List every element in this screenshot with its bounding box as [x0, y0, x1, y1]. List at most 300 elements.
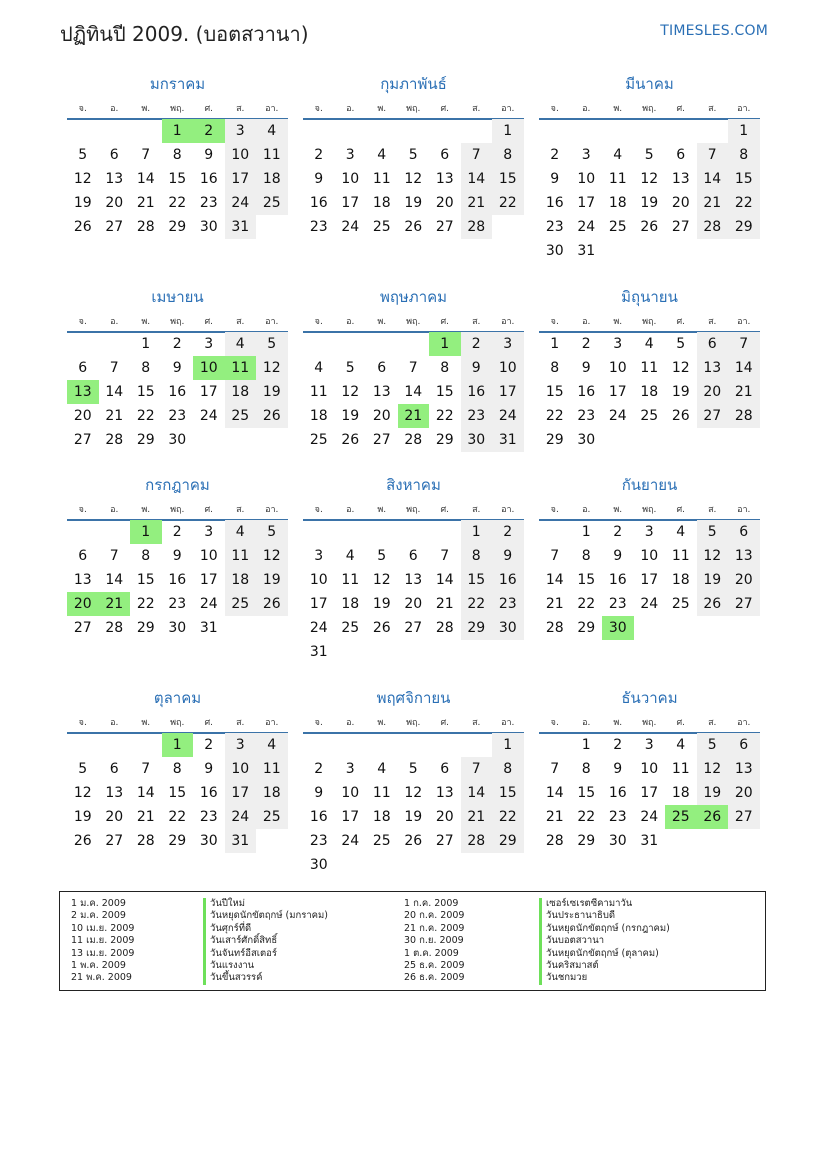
weekday-label: อา. — [501, 317, 515, 327]
month-name: ธันวาคม — [621, 689, 678, 707]
day-cell: 22 — [136, 408, 155, 424]
brand-link[interactable]: TIMESLES.COM — [660, 23, 768, 39]
day-cell: 11 — [671, 548, 690, 564]
legend-date: 1 ต.ค. 2009 — [404, 947, 459, 959]
day-cell: 10 — [309, 572, 328, 588]
holiday-day-cell: 20 — [67, 592, 99, 616]
day-cell: 14 — [461, 781, 493, 805]
day-cell: 1 — [492, 119, 524, 143]
holiday-day-cell: 13 — [67, 380, 99, 404]
legend-date: 30 ก.ย. 2009 — [404, 935, 464, 947]
day-cell: 11 — [372, 171, 391, 187]
weekday-label: อา. — [737, 104, 751, 114]
day-cell: 20 — [372, 408, 391, 424]
day-cell: 9 — [314, 171, 324, 187]
day-cell: 22 — [577, 596, 596, 612]
day-cell: 9 — [550, 171, 560, 187]
day-cell: 10 — [225, 757, 257, 781]
day-grid — [539, 520, 760, 664]
weekday-header — [303, 101, 524, 116]
legend-holiday-name: วันบอตสวานา — [539, 935, 670, 947]
day-cell: 10 — [608, 360, 627, 376]
weekday-label: พฤ. — [642, 505, 657, 515]
day-cell: 3 — [314, 548, 324, 564]
day-cell: 7 — [728, 332, 760, 356]
day-grid — [539, 119, 760, 263]
legend-holiday-name: วันหยุดนักขัตฤกษ์ (ตุลาคม) — [539, 948, 670, 960]
day-cell: 29 — [136, 432, 155, 448]
day-cell: 26 — [404, 833, 423, 849]
weekday-label: อ. — [346, 505, 355, 515]
day-cell: 3 — [613, 336, 623, 352]
month-name: มีนาคม — [625, 75, 674, 93]
day-cell: 4 — [345, 548, 355, 564]
day-cell: 26 — [697, 592, 729, 616]
day-cell: 7 — [408, 360, 418, 376]
day-cell: 18 — [256, 167, 288, 191]
holiday-day-cell: 1 — [162, 119, 194, 143]
day-cell: 5 — [345, 360, 355, 376]
weekday-label: ศ. — [204, 718, 214, 728]
day-cell: 3 — [225, 733, 257, 757]
weekday-header — [67, 502, 288, 517]
day-cell: 19 — [372, 596, 391, 612]
day-cell: 29 — [577, 620, 596, 636]
day-cell: 30 — [199, 833, 218, 849]
day-cell: 20 — [697, 380, 729, 404]
day-cell: 19 — [73, 195, 92, 211]
day-cell: 26 — [256, 592, 288, 616]
legend-holiday-name: วันหยุดนักขัตฤกษ์ (มกราคม) — [203, 910, 328, 922]
day-cell: 9 — [204, 761, 214, 777]
day-cell: 25 — [372, 833, 391, 849]
weekday-label: อ. — [110, 104, 119, 114]
day-cell: 12 — [256, 544, 288, 568]
day-cell: 23 — [608, 596, 627, 612]
day-cell: 17 — [225, 781, 257, 805]
day-cell: 12 — [404, 785, 423, 801]
day-cell: 9 — [204, 147, 214, 163]
month-name: กันยายน — [621, 476, 678, 494]
weekday-label: จ. — [550, 718, 559, 728]
weekday-label: พฤ. — [406, 505, 421, 515]
weekday-label: อา. — [737, 505, 751, 515]
day-cell: 19 — [73, 809, 92, 825]
day-cell: 24 — [225, 191, 257, 215]
weekday-label: อา. — [265, 718, 279, 728]
weekday-header — [539, 502, 760, 517]
day-cell: 17 — [225, 167, 257, 191]
day-cell: 23 — [545, 219, 564, 235]
day-cell: 7 — [550, 761, 560, 777]
day-cell: 22 — [136, 596, 155, 612]
day-cell: 28 — [697, 215, 729, 239]
day-cell: 21 — [136, 195, 155, 211]
legend-date: 1 ก.ค. 2009 — [404, 898, 459, 909]
day-cell: 3 — [204, 336, 214, 352]
day-cell: 4 — [225, 520, 257, 544]
day-cell: 28 — [545, 620, 564, 636]
weekday-label: ศ. — [440, 104, 450, 114]
legend-holiday-name: วันเสาร์ศักดิ์สิทธิ์ — [203, 935, 328, 947]
day-cell: 20 — [728, 568, 760, 592]
holiday-day-cell: 10 — [193, 356, 225, 380]
weekday-label: จ. — [314, 718, 323, 728]
legend-holiday-name: วันประธานาธิบดี — [539, 910, 670, 922]
day-cell: 8 — [141, 548, 151, 564]
day-cell: 10 — [640, 761, 659, 777]
day-cell: 12 — [640, 171, 659, 187]
weekday-header — [67, 314, 288, 329]
weekday-label: จ. — [78, 505, 87, 515]
day-cell: 16 — [168, 572, 187, 588]
weekday-header — [303, 715, 524, 730]
day-cell: 24 — [640, 596, 659, 612]
day-cell: 4 — [613, 147, 623, 163]
legend-date: 13 เม.ย. 2009 — [71, 947, 135, 959]
day-cell: 11 — [671, 761, 690, 777]
day-cell: 3 — [345, 147, 355, 163]
day-cell: 18 — [225, 380, 257, 404]
month-name: กุมภาพันธ์ — [380, 75, 447, 93]
holiday-day-cell: 21 — [398, 404, 430, 428]
day-cell: 7 — [461, 757, 493, 781]
day-cell: 11 — [225, 544, 257, 568]
day-cell: 4 — [377, 147, 387, 163]
day-cell: 30 — [199, 219, 218, 235]
day-cell: 6 — [728, 733, 760, 757]
day-cell: 31 — [309, 644, 328, 660]
day-cell: 14 — [105, 572, 124, 588]
day-cell: 27 — [73, 432, 92, 448]
day-cell: 2 — [613, 737, 623, 753]
legend-holiday-name: วันปีใหม่ — [203, 898, 328, 910]
day-cell: 10 — [341, 785, 360, 801]
day-cell: 7 — [550, 548, 560, 564]
day-cell: 19 — [404, 195, 423, 211]
month-name: ตุลาคม — [153, 689, 202, 707]
weekday-label: ศ. — [440, 505, 450, 515]
weekday-label: พ. — [613, 505, 623, 515]
day-cell: 2 — [204, 737, 214, 753]
weekday-label: อ. — [346, 718, 355, 728]
weekday-label: อา. — [501, 718, 515, 728]
weekday-header — [539, 314, 760, 329]
legend-date: 25 ธ.ค. 2009 — [404, 960, 465, 972]
day-cell: 16 — [168, 384, 187, 400]
day-cell: 14 — [136, 785, 155, 801]
legend-date: 10 เม.ย. 2009 — [71, 922, 135, 934]
weekday-label: พฤ. — [642, 104, 657, 114]
weekday-label: ศ. — [676, 104, 686, 114]
day-cell: 24 — [225, 805, 257, 829]
day-cell: 25 — [372, 219, 391, 235]
legend-date: 1 ม.ค. 2009 — [71, 898, 126, 909]
day-cell: 29 — [545, 432, 564, 448]
day-cell: 21 — [545, 596, 564, 612]
weekday-label: พฤ. — [170, 104, 185, 114]
calendar-grid — [67, 72, 760, 872]
month-name: มิถุนายน — [621, 288, 678, 306]
weekday-label: ศ. — [204, 104, 214, 114]
day-cell: 17 — [492, 380, 524, 404]
legend-date: 26 ธ.ค. 2009 — [404, 972, 465, 984]
day-cell: 4 — [256, 733, 288, 757]
day-cell: 4 — [676, 737, 686, 753]
legend-date: 20 ก.ค. 2009 — [404, 910, 465, 922]
day-cell: 12 — [73, 785, 92, 801]
weekday-label: อา. — [265, 104, 279, 114]
legend-date: 21 พ.ค. 2009 — [71, 972, 132, 984]
day-cell: 18 — [671, 785, 690, 801]
day-cell: 5 — [78, 147, 88, 163]
day-cell: 3 — [644, 524, 654, 540]
day-cell: 6 — [440, 147, 450, 163]
weekday-label: พ. — [377, 317, 387, 327]
day-cell: 6 — [109, 147, 119, 163]
day-cell: 8 — [141, 360, 151, 376]
day-cell: 2 — [492, 520, 524, 544]
day-cell: 5 — [256, 520, 288, 544]
day-cell: 9 — [172, 360, 182, 376]
day-cell: 30 — [309, 857, 328, 873]
day-cell: 15 — [168, 785, 187, 801]
day-cell: 19 — [640, 195, 659, 211]
day-cell: 4 — [644, 336, 654, 352]
holiday-day-cell: 1 — [162, 733, 194, 757]
day-cell: 20 — [105, 809, 124, 825]
day-cell: 4 — [225, 332, 257, 356]
day-cell: 8 — [728, 143, 760, 167]
month-name: พฤศจิกายน — [376, 689, 451, 707]
day-cell: 7 — [109, 360, 119, 376]
day-cell: 16 — [309, 195, 328, 211]
day-cell: 15 — [461, 568, 493, 592]
weekday-label: จ. — [78, 317, 87, 327]
day-grid — [303, 332, 524, 476]
day-cell: 7 — [461, 143, 493, 167]
weekday-label: อ. — [110, 718, 119, 728]
weekday-label: ศ. — [676, 718, 686, 728]
day-cell: 21 — [461, 805, 493, 829]
day-cell: 13 — [404, 572, 423, 588]
day-cell: 8 — [492, 757, 524, 781]
day-cell: 20 — [728, 781, 760, 805]
day-cell: 20 — [435, 809, 454, 825]
day-cell: 23 — [168, 596, 187, 612]
day-cell: 9 — [314, 785, 324, 801]
day-cell: 25 — [256, 805, 288, 829]
day-cell: 14 — [136, 171, 155, 187]
day-cell: 20 — [404, 596, 423, 612]
weekday-label: ศ. — [204, 505, 214, 515]
day-cell: 11 — [309, 384, 328, 400]
day-cell: 18 — [372, 195, 391, 211]
day-cell: 1 — [581, 737, 591, 753]
weekday-label: พ. — [141, 317, 151, 327]
day-cell: 12 — [341, 384, 360, 400]
day-cell: 21 — [545, 809, 564, 825]
day-cell: 31 — [640, 833, 659, 849]
day-cell: 27 — [404, 620, 423, 636]
weekday-label: จ. — [314, 104, 323, 114]
day-cell: 28 — [545, 833, 564, 849]
day-cell: 13 — [105, 171, 124, 187]
day-cell: 26 — [73, 833, 92, 849]
weekday-label: พฤ. — [170, 317, 185, 327]
weekday-label: อา. — [265, 505, 279, 515]
day-cell: 16 — [608, 785, 627, 801]
weekday-label: ส. — [236, 718, 245, 728]
legend-date: 2 ม.ค. 2009 — [71, 910, 126, 922]
day-cell: 16 — [608, 572, 627, 588]
day-cell: 18 — [225, 568, 257, 592]
day-cell: 21 — [461, 191, 493, 215]
day-cell: 12 — [73, 171, 92, 187]
day-cell: 24 — [577, 219, 596, 235]
day-cell: 12 — [697, 544, 729, 568]
day-cell: 5 — [78, 761, 88, 777]
day-cell: 19 — [256, 568, 288, 592]
day-cell: 9 — [461, 356, 493, 380]
weekday-label: ส. — [236, 505, 245, 515]
day-cell: 5 — [697, 520, 729, 544]
day-cell: 20 — [105, 195, 124, 211]
day-cell: 14 — [435, 572, 454, 588]
day-cell: 4 — [314, 360, 324, 376]
day-cell: 3 — [225, 119, 257, 143]
day-grid — [67, 332, 288, 476]
holiday-day-cell: 1 — [429, 332, 461, 356]
day-cell: 26 — [341, 432, 360, 448]
month-name: กรกฎาคม — [145, 476, 210, 494]
page-title: ปฏิทินปี 2009. (บอตสวานา) — [60, 22, 309, 46]
day-cell: 20 — [73, 408, 92, 424]
day-cell: 23 — [608, 809, 627, 825]
day-cell: 4 — [256, 119, 288, 143]
day-cell: 13 — [435, 785, 454, 801]
day-cell: 28 — [136, 219, 155, 235]
day-cell: 27 — [671, 219, 690, 235]
weekday-label: พ. — [613, 317, 623, 327]
legend-holiday-name: วันหยุดนักขัตฤกษ์ (กรกฎาคม) — [539, 923, 670, 935]
day-cell: 29 — [168, 219, 187, 235]
day-cell: 31 — [577, 243, 596, 259]
day-cell: 8 — [492, 143, 524, 167]
day-cell: 27 — [73, 620, 92, 636]
day-cell: 12 — [372, 572, 391, 588]
weekday-label: พ. — [613, 104, 623, 114]
day-grid — [67, 733, 288, 877]
day-cell: 8 — [172, 761, 182, 777]
day-cell: 27 — [697, 404, 729, 428]
day-cell: 27 — [728, 592, 760, 616]
day-cell: 2 — [613, 524, 623, 540]
day-cell: 7 — [141, 147, 151, 163]
day-cell: 30 — [577, 432, 596, 448]
day-cell: 16 — [199, 171, 218, 187]
weekday-label: ส. — [236, 317, 245, 327]
day-cell: 17 — [608, 384, 627, 400]
day-cell: 23 — [461, 404, 493, 428]
day-cell: 18 — [671, 572, 690, 588]
day-cell: 11 — [608, 171, 627, 187]
day-cell: 13 — [728, 757, 760, 781]
holiday-day-cell: 2 — [193, 119, 225, 143]
day-cell: 25 — [671, 596, 690, 612]
day-cell: 29 — [168, 833, 187, 849]
day-cell: 9 — [172, 548, 182, 564]
day-cell: 31 — [199, 620, 218, 636]
day-cell: 11 — [341, 572, 360, 588]
day-cell: 9 — [613, 548, 623, 564]
day-cell: 22 — [577, 809, 596, 825]
day-cell: 1 — [550, 336, 560, 352]
weekday-label: ศ. — [676, 317, 686, 327]
weekday-label: ศ. — [440, 718, 450, 728]
day-cell: 14 — [461, 167, 493, 191]
day-cell: 2 — [461, 332, 493, 356]
day-cell: 13 — [73, 572, 92, 588]
day-cell: 15 — [577, 785, 596, 801]
weekday-header — [67, 715, 288, 730]
weekday-label: ศ. — [204, 317, 214, 327]
day-cell: 30 — [461, 428, 493, 452]
weekday-label: พฤ. — [642, 718, 657, 728]
day-cell: 6 — [109, 761, 119, 777]
month-name: มกราคม — [149, 75, 206, 93]
day-cell: 30 — [168, 432, 187, 448]
day-cell: 6 — [440, 761, 450, 777]
weekday-label: พ. — [377, 104, 387, 114]
day-cell: 9 — [613, 761, 623, 777]
day-cell: 21 — [728, 380, 760, 404]
day-cell: 28 — [461, 215, 493, 239]
day-grid — [539, 733, 760, 877]
day-cell: 6 — [78, 360, 88, 376]
holiday-day-cell: 11 — [225, 356, 257, 380]
day-cell: 27 — [105, 833, 124, 849]
day-grid — [303, 119, 524, 263]
day-cell: 16 — [461, 380, 493, 404]
day-cell: 1 — [728, 119, 760, 143]
weekday-header — [303, 502, 524, 517]
weekday-label: อา. — [737, 718, 751, 728]
legend-date: 11 เม.ย. 2009 — [71, 935, 135, 947]
month-name: พฤษภาคม — [379, 288, 448, 306]
day-cell: 15 — [435, 384, 454, 400]
day-cell: 28 — [105, 432, 124, 448]
day-cell: 23 — [199, 195, 218, 211]
legend-date: 1 พ.ค. 2009 — [71, 960, 126, 972]
day-cell: 7 — [109, 548, 119, 564]
day-cell: 20 — [435, 195, 454, 211]
day-cell: 8 — [581, 761, 591, 777]
day-cell: 1 — [492, 733, 524, 757]
day-cell: 2 — [172, 524, 182, 540]
day-cell: 19 — [341, 408, 360, 424]
day-cell: 8 — [550, 360, 560, 376]
weekday-label: พฤ. — [406, 104, 421, 114]
day-cell: 6 — [377, 360, 387, 376]
day-cell: 30 — [492, 616, 524, 640]
day-cell: 29 — [461, 616, 493, 640]
day-cell: 6 — [697, 332, 729, 356]
day-cell: 27 — [435, 219, 454, 235]
weekday-label: จ. — [314, 505, 323, 515]
day-cell: 25 — [256, 191, 288, 215]
day-cell: 16 — [199, 785, 218, 801]
